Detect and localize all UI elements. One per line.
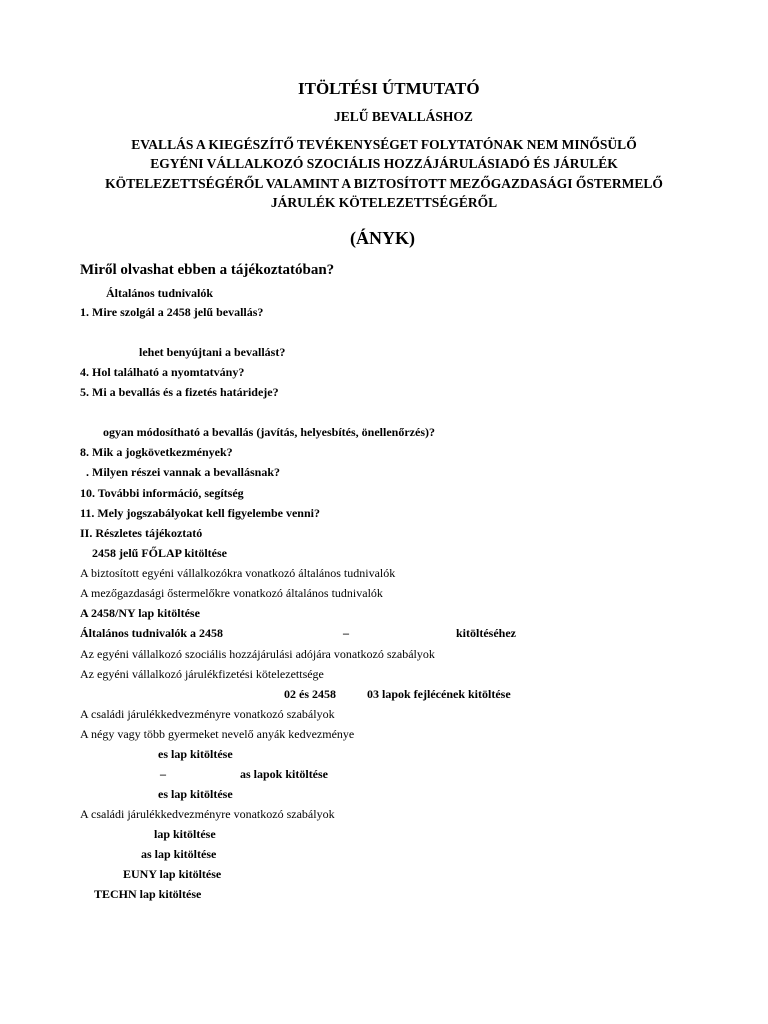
toc-item: – bbox=[160, 767, 166, 781]
toc-item: A mezőgazdasági őstermelőkre vonatkozó általános tudnivalók bbox=[80, 586, 383, 600]
toc-item: . Milyen részei vannak a bevallásnak? bbox=[86, 465, 281, 479]
toc-item: TECHN lap kitöltése bbox=[94, 887, 202, 901]
toc-item: 5. Mi a bevallás és a fizetés határideje? bbox=[80, 385, 279, 399]
toc-item: 4. Hol található a nyomtatvány? bbox=[80, 365, 245, 379]
toc-item: ogyan módosítható a bevallás (javítás, helyesbítés, önellenőrzés)? bbox=[103, 425, 435, 439]
toc-item: es lap kitöltése bbox=[158, 787, 233, 801]
document-title: ITÖLTÉSI ÚTMUTATÓ bbox=[298, 79, 480, 98]
heading-line: KÖTELEZETTSÉGÉRŐL VALAMINT A BIZTOSÍTOTT MEZŐGAZDASÁGI ŐSTERMELŐ bbox=[105, 176, 663, 191]
anyk-label: (ÁNYK) bbox=[350, 228, 415, 248]
toc-item: A családi járulékkedvezményre vonatkozó szabályok bbox=[80, 807, 335, 821]
toc-item: Általános tudnivalók bbox=[106, 286, 214, 300]
toc-item: Az egyéni vállalkozó szociális hozzájárulási adójára vonatkozó szabályok bbox=[80, 647, 435, 661]
toc-item: 2458 jelű FŐLAP kitöltése bbox=[92, 546, 227, 560]
toc-item: II. Részletes tájékoztató bbox=[80, 526, 203, 540]
toc-item: – bbox=[343, 626, 349, 640]
toc-item: kitöltéséhez bbox=[456, 626, 516, 640]
heading-line: EGYÉNI VÁLLALKOZÓ SZOCIÁLIS HOZZÁJÁRULÁSIADÓ ÉS JÁRULÉK bbox=[150, 156, 618, 171]
toc-item: es lap kitöltése bbox=[158, 747, 233, 761]
toc-item: as lap kitöltése bbox=[141, 847, 217, 861]
document-subtitle: JELŰ BEVALLÁSHOZ bbox=[334, 109, 473, 124]
toc-item: Általános tudnivalók a 2458 bbox=[80, 626, 224, 640]
toc-item: 10. További információ, segítség bbox=[80, 486, 244, 500]
toc-question: Miről olvashat ebben a tájékoztatóban? bbox=[80, 262, 335, 278]
toc-item: 02 és 2458 bbox=[284, 687, 336, 701]
toc-item: EUNY lap kitöltése bbox=[123, 867, 222, 881]
toc-item: A családi járulékkedvezményre vonatkozó szabályok bbox=[80, 707, 335, 721]
toc-item: 1. Mire szolgál a 2458 jelű bevallás? bbox=[80, 305, 264, 319]
toc-item: 03 lapok fejlécének kitöltése bbox=[367, 687, 511, 701]
heading-line: JÁRULÉK KÖTELEZETTSÉGÉRŐL bbox=[270, 195, 498, 210]
toc-item: A négy vagy több gyermeket nevelő anyák kedvezménye bbox=[80, 727, 355, 741]
toc-item: 8. Mik a jogkövetkezmények? bbox=[80, 445, 233, 459]
toc-item: lap kitöltése bbox=[154, 827, 216, 841]
toc-item: A biztosított egyéni vállalkozókra vonatkozó általános tudnivalók bbox=[80, 566, 396, 580]
toc-item: A 2458/NY lap kitöltése bbox=[80, 606, 200, 620]
toc-item: lehet benyújtani a bevallást? bbox=[139, 345, 286, 359]
heading-line: EVALLÁS A KIEGÉSZÍTŐ TEVÉKENYSÉGET FOLYTATÓNAK NEM MINŐSÜLŐ bbox=[131, 137, 637, 152]
toc-item: Az egyéni vállalkozó járulékfizetési kötelezettsége bbox=[80, 667, 324, 681]
toc-item: as lapok kitöltése bbox=[240, 767, 329, 781]
toc-item: 11. Mely jogszabályokat kell figyelembe venni? bbox=[80, 506, 320, 520]
